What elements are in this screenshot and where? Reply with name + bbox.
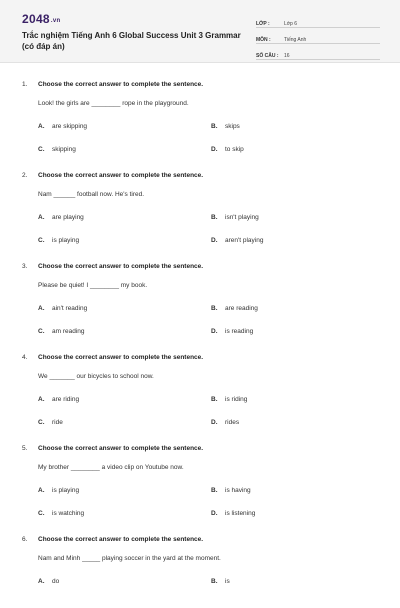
question-prompt: Choose the correct answer to complete the sentence. <box>38 354 204 361</box>
question-header <box>22 263 203 270</box>
question-prompt: Choose the correct answer to complete the sentence. <box>38 172 204 179</box>
answer-option-a[interactable] <box>38 578 59 585</box>
question-sentence: My brother ________ a video clip on Youtube now. <box>38 464 184 471</box>
option-text: do <box>52 578 60 585</box>
option-text: are skipping <box>52 123 88 130</box>
option-text: are reading <box>225 305 258 312</box>
question-sentence: Nam and Minh _____ playing soccer in the yard at the moment. <box>38 555 221 562</box>
answer-option-a[interactable] <box>38 487 79 494</box>
option-letter: B. <box>211 214 218 221</box>
option-text: skips <box>225 123 240 130</box>
answer-option-d[interactable] <box>211 237 263 244</box>
logo-suffix: .vn <box>50 18 61 24</box>
meta-value: 16 <box>284 53 290 59</box>
answer-option-d[interactable] <box>211 419 239 426</box>
question-prompt: Choose the correct answer to complete the sentence. <box>38 81 204 88</box>
option-letter: A. <box>38 123 45 130</box>
option-letter: A. <box>38 487 45 494</box>
option-letter: D. <box>211 419 218 426</box>
option-text: is watching <box>52 510 85 517</box>
meta-row-count <box>256 46 380 60</box>
meta-value: Lớp 6 <box>284 21 298 27</box>
document-title: Trắc nghiệm Tiếng Anh 6 Global Success Unit 3 Grammar (có đáp án) <box>22 31 241 51</box>
option-text: are playing <box>52 214 84 221</box>
answer-option-b[interactable] <box>211 487 251 494</box>
option-text: is playing <box>52 487 80 494</box>
question-header <box>22 445 203 452</box>
question-item <box>0 517 400 608</box>
question-number: 1. <box>22 81 28 88</box>
option-text: is <box>225 578 230 585</box>
answer-option-d[interactable] <box>211 328 253 335</box>
question-item <box>0 62 400 153</box>
option-text: is riding <box>225 396 248 403</box>
option-letter: A. <box>38 214 45 221</box>
option-text: ride <box>52 419 63 426</box>
option-letter: C. <box>38 237 45 244</box>
answer-option-d[interactable] <box>211 146 244 153</box>
question-item <box>0 244 400 335</box>
answer-option-b[interactable] <box>211 578 230 585</box>
option-letter: D. <box>211 328 218 335</box>
answer-option-d[interactable] <box>211 510 255 517</box>
option-letter: D. <box>211 146 218 153</box>
option-letter: C. <box>38 419 45 426</box>
option-letter: C. <box>38 146 45 153</box>
question-header <box>22 354 203 361</box>
answer-option-c[interactable] <box>38 328 85 335</box>
question-item <box>0 153 400 244</box>
option-text: ain't reading <box>52 305 88 312</box>
question-prompt: Choose the correct answer to complete the sentence. <box>38 536 204 543</box>
question-prompt: Choose the correct answer to complete the sentence. <box>38 263 204 270</box>
option-text: are riding <box>52 396 80 403</box>
option-text: is having <box>225 487 251 494</box>
answer-option-b[interactable] <box>211 396 247 403</box>
answer-option-a[interactable] <box>38 123 87 130</box>
answer-option-a[interactable] <box>38 214 84 221</box>
option-text: to skip <box>225 146 244 153</box>
question-number: 4. <box>22 354 28 361</box>
answer-option-c[interactable] <box>38 419 63 426</box>
answer-option-b[interactable] <box>211 123 240 130</box>
question-sentence: Please be quiet! I ________ my book. <box>38 282 148 289</box>
option-letter: B. <box>211 487 218 494</box>
site-logo[interactable] <box>22 12 60 26</box>
question-prompt: Choose the correct answer to complete the sentence. <box>38 445 204 452</box>
question-sentence: Look! the girls are ________ rope in the playground. <box>38 100 189 107</box>
answer-option-b[interactable] <box>211 214 259 221</box>
meta-label: MÔN : <box>256 37 271 43</box>
option-letter: A. <box>38 305 45 312</box>
question-header <box>22 536 203 543</box>
question-header <box>22 81 203 88</box>
answer-option-a[interactable] <box>38 305 87 312</box>
answer-option-c[interactable] <box>38 146 76 153</box>
answer-option-a[interactable] <box>38 396 79 403</box>
document-meta <box>256 14 380 62</box>
logo-text: 2048 <box>22 12 50 26</box>
option-letter: D. <box>211 510 218 517</box>
question-number: 2. <box>22 172 28 179</box>
option-text: am reading <box>52 328 85 335</box>
option-letter: C. <box>38 510 45 517</box>
meta-row-subject <box>256 30 380 44</box>
option-text: is reading <box>225 328 254 335</box>
option-letter: B. <box>211 305 218 312</box>
meta-label: SỐ CÂU : <box>256 53 279 59</box>
question-number: 3. <box>22 263 28 270</box>
answer-option-b[interactable] <box>211 305 258 312</box>
question-item <box>0 335 400 426</box>
answer-option-c[interactable] <box>38 510 84 517</box>
option-text: isn't playing <box>225 214 259 221</box>
option-text: skipping <box>52 146 76 153</box>
option-letter: D. <box>211 237 218 244</box>
option-letter: A. <box>38 396 45 403</box>
meta-label: LỚP : <box>256 21 270 27</box>
question-sentence: We _______ our bicycles to school now. <box>38 373 154 380</box>
option-letter: B. <box>211 578 218 585</box>
answer-option-c[interactable] <box>38 237 79 244</box>
option-letter: B. <box>211 123 218 130</box>
meta-row-class <box>256 14 380 28</box>
question-number: 6. <box>22 536 28 543</box>
question-number: 5. <box>22 445 28 452</box>
option-text: rides <box>225 419 240 426</box>
option-text: aren't playing <box>225 237 264 244</box>
option-letter: B. <box>211 396 218 403</box>
option-letter: C. <box>38 328 45 335</box>
option-text: is playing <box>52 237 80 244</box>
question-sentence: Nam ______ football now. He's tired. <box>38 191 145 198</box>
option-letter: A. <box>38 578 45 585</box>
worksheet-header <box>0 0 400 63</box>
question-header <box>22 172 203 179</box>
question-item <box>0 426 400 517</box>
option-text: is listening <box>225 510 256 517</box>
meta-value: Tiếng Anh <box>284 37 307 43</box>
